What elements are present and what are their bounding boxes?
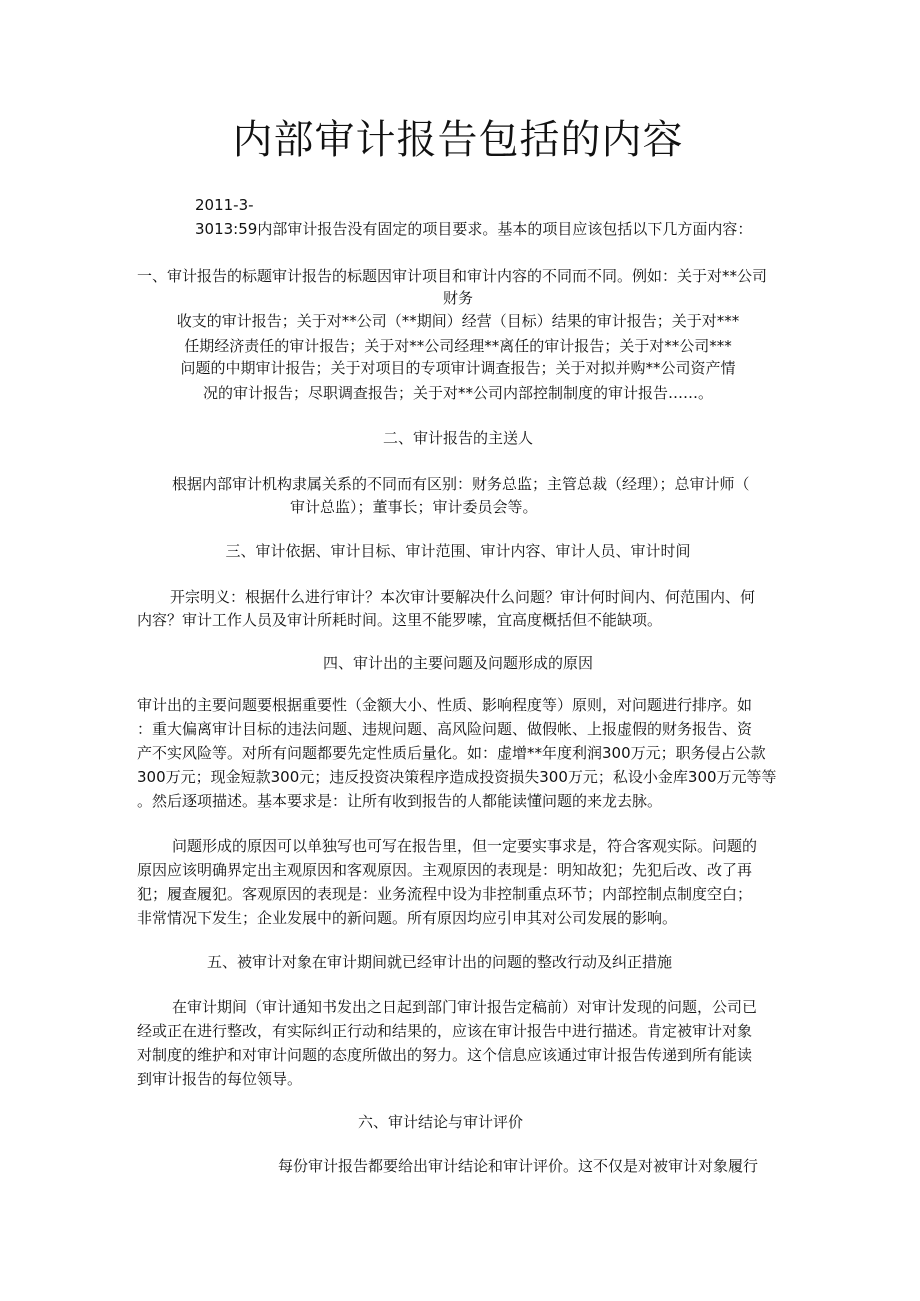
section4-line: 犯；履查履犯。客观原因的表现是：业务流程中设为非控制重点环节；内部控制点制度空白； [137,885,753,903]
section6-heading: 六、审计结论与审计评价 [358,1113,524,1131]
section1-line: 问题的中期审计报告；关于对项目的专项审计调查报告；关于对拟并购**公司资产情 [180,359,736,377]
section5-line: 在审计期间（审计通知书发出之日起到部门审计报告定稿前）对审计发现的问题，公司已 [172,998,758,1016]
section1-line: 任期经济责任的审计报告；关于对**公司经理**离任的审计报告；关于对**公司*** [184,337,732,355]
section4-line: 原因应该明确界定出主观原因和客观原因。主观原因的表现是：明知故犯；先犯后改、改了再 [137,861,753,879]
section4-line: 非常情况下发生；企业发展中的新问题。所有原因均应引申其对公司发展的影响。 [137,909,678,927]
section5-line: 到审计报告的每位领导。 [137,1070,303,1088]
section6-line: 每份审计报告都要给出审计结论和审计评价。这不仅是对被审计对象履行 [278,1157,759,1175]
section2-heading: 二、审计报告的主送人 [382,429,533,447]
section4-line: 300万元；现金短款300元；违反投资决策程序造成投资损失300万元；私设小金库300万元等等 [137,768,777,786]
section4-line: 。然后逐项描述。基本要求是：让所有收到报告的人都能读懂问题的来龙去脉。 [137,792,663,810]
section1-line: 况的审计报告；尽职调查报告；关于对**公司内部控制制度的审计报告……。 [202,384,713,402]
section1-line: 一、审计报告的标题审计报告的标题因审计项目和审计内容的不同而不同。例如：关于对**公司 [137,267,768,285]
section2-line: 审计总监）；董事长；审计委员会等。 [290,498,538,516]
section5-heading: 五、被审计对象在审计期间就已经审计出的问题的整改行动及纠正措施 [207,953,673,971]
section2-line: 根据内部审计机构隶属关系的不同而有区别：财务总监；主管总裁（经理）；总审计师（ [172,475,750,493]
section4-line: ：重大偏离审计目标的违法问题、违规问题、高风险问题、做假帐、上报虚假的财务报告、资 [137,720,753,738]
section3-heading: 三、审计依据、审计目标、审计范围、审计内容、审计人员、审计时间 [225,542,691,560]
section4-line: 问题形成的原因可以单独写也可写在报告里，但一定要实事求是，符合客观实际。问题的 [172,837,758,855]
intro-text: 3013:59内部审计报告没有固定的项目要求。基本的项目应该包括以下几方面内容： [195,220,753,238]
intro-date: 2011-3- [195,196,254,214]
section5-line: 对制度的维护和对审计问题的态度所做出的努力。这个信息应该通过审计报告传递到所有能读 [137,1046,753,1064]
section4-line: 审计出的主要问题要根据重要性（金额大小、性质、影响程度等）原则，对问题进行排序。如 [137,696,753,714]
section3-line: 内容？审计工作人员及审计所耗时间。这里不能罗嗦，宜高度概括但不能缺项。 [137,611,663,629]
section1-line: 财务 [442,289,473,307]
section4-line: 产不实风险等。对所有问题都要先定性质后量化。如：虚增**年度利润300万元；职务侵占公款 [137,744,766,762]
section4-heading: 四、审计出的主要问题及问题形成的原因 [322,654,593,672]
section3-line: 开宗明义：根据什么进行审计？本次审计要解决什么问题？审计何时间内、何范围内、何 [170,588,756,606]
section5-line: 经或正在进行整改，有实际纠正行动和结果的，应该在审计报告中进行描述。肯定被审计对象 [137,1022,753,1040]
document-title: 内部审计报告包括的内容 [232,117,684,163]
section1-line: 收支的审计报告；关于对**公司（**期间）经营（目标）结果的审计报告；关于对*** [176,312,740,330]
